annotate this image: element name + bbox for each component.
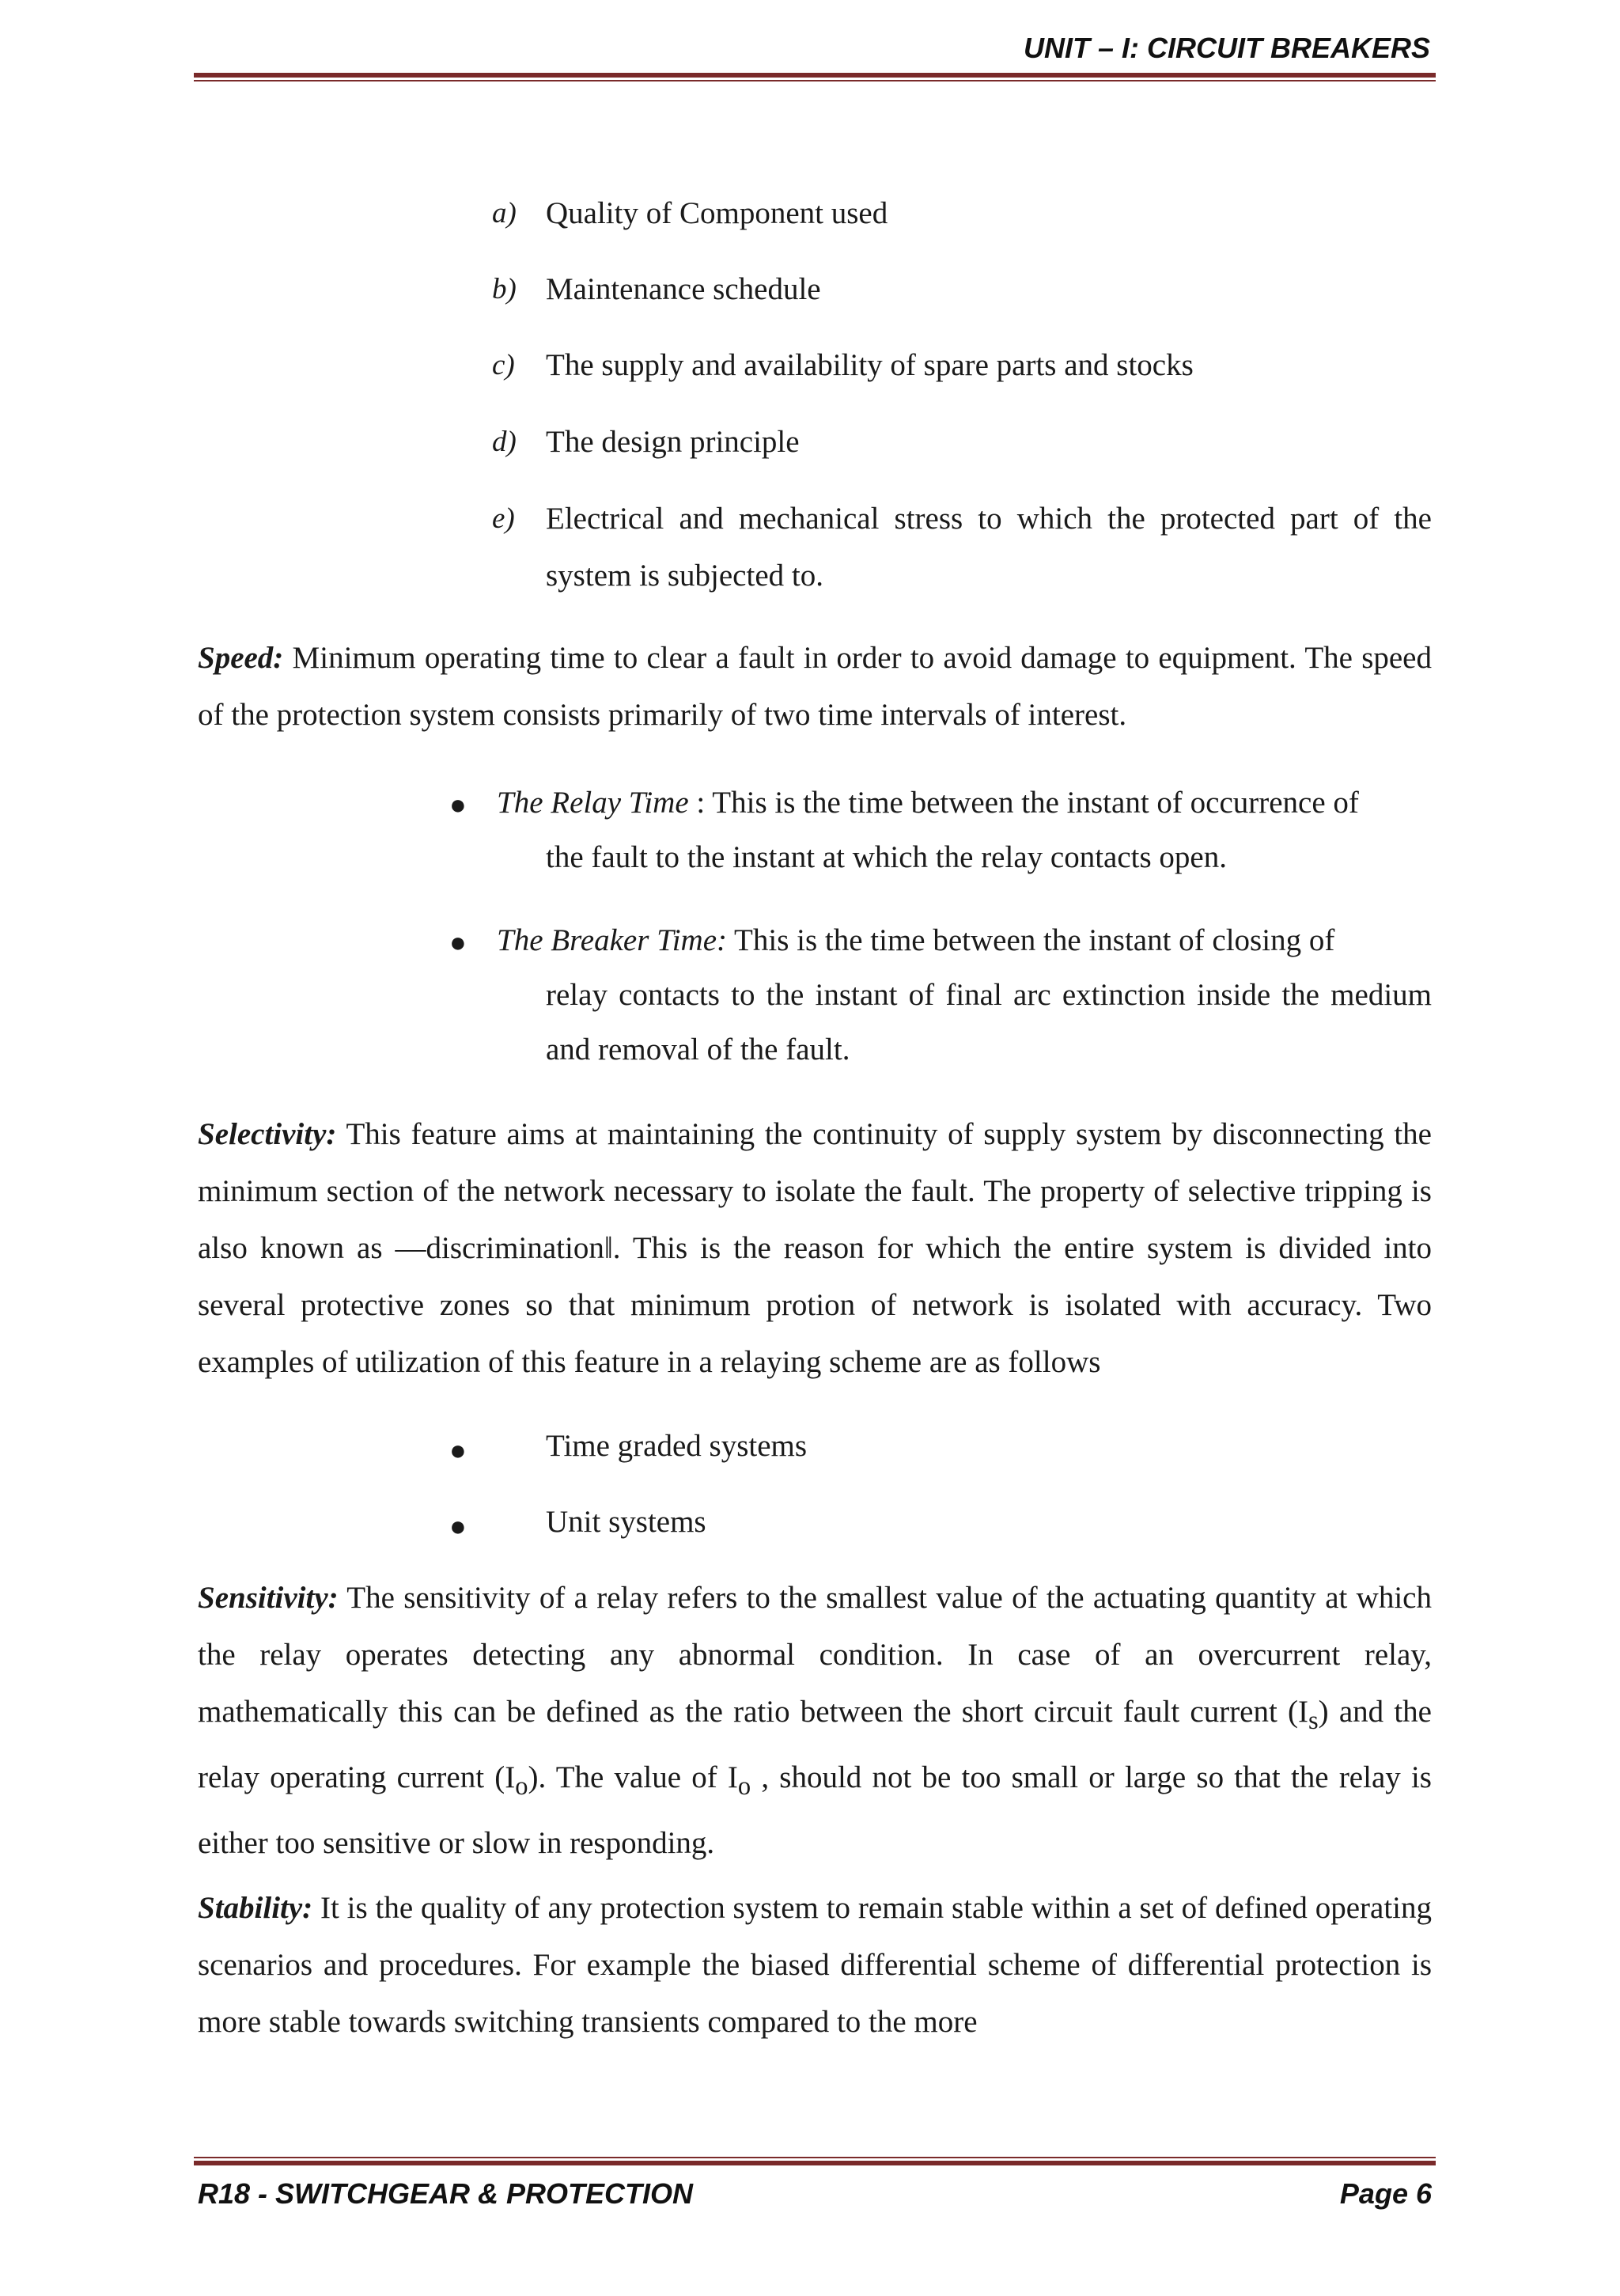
footer-rule [194, 2157, 1436, 2165]
bullet-unit-systems: Unit systems [546, 1505, 706, 1539]
speed-paragraph [198, 630, 1432, 744]
bullet-icon: ● [449, 789, 467, 820]
selectivity-text: This feature aims at maintaining the continuity of supply system by disconnecting the minimum section of the network necessary to isolate the fault. The property of selective tripping is also known as ―discrimination‖. This is the reason for which the entire system is divided into several protective zones so that minimum protion of network is isolated with accuracy. Two examples of utilization of this feature in a relaying scheme are as follows [198, 1117, 1432, 1379]
list-item: Maintenance schedule [546, 272, 821, 306]
header-title: UNIT – I: CIRCUIT BREAKERS [1023, 32, 1430, 64]
bullet-icon: ● [449, 1510, 467, 1542]
breaker-time-term: The Breaker Time: [497, 923, 727, 957]
list-item: Quality of Component used [546, 196, 888, 230]
list-letter: e) [492, 502, 515, 535]
list-item: The supply and availability of spare parts and stocks [546, 348, 1194, 382]
speed-label: Speed: [198, 641, 284, 675]
list-letter: d) [492, 426, 517, 458]
list-item: The design principle [546, 425, 800, 459]
list-letter: a) [492, 197, 517, 229]
header-rule [194, 73, 1436, 81]
bullet-time-graded: Time graded systems [546, 1429, 808, 1463]
breaker-time-item: The Breaker Time: This is the time between the instant of closing of relay contacts to the instant of final arc extinction inside the medium and removal of the fault. [497, 923, 1432, 1067]
stability-paragraph [198, 1880, 1432, 2051]
sensitivity-paragraph: Sensitivity: The sensitivity of a relay refers to the smallest value of the actuating quantity at which the relay operates detecting any abnormal condition. In case of an overcurrent relay, mathematically this can be defined as the ratio between the short circuit fault current $(I_s)$ and the relay operating current $(I_o)$. The value of $I_o$ , should not be too small or large so that the relay is either too sensitive or slow in responding. [198, 1581, 1432, 1860]
relay-time-item: The Relay Time : This is the time between the instant of occurrence of the fault to the instant at which the relay contacts open. [497, 786, 1359, 874]
list-letter: b) [492, 273, 517, 305]
stability-label: Stability: [198, 1891, 313, 1925]
stability-text: It is the quality of any protection system to remain stable within a set of defined operating scenarios and procedures. For example the biased differential scheme of differential protection is more stable towards switching transients compared to the more [198, 1891, 1432, 2039]
selectivity-label: Selectivity: [198, 1117, 337, 1151]
list-item: Electrical and mechanical stress to which the protected part of the system is subjected to. [546, 502, 1432, 593]
bullet-icon: ● [449, 926, 467, 958]
list-letter: c) [492, 349, 515, 381]
speed-text: Minimum operating time to clear a fault in order to avoid damage to equipment. The speed of the protection system consists primarily of two time intervals of interest. [198, 641, 1432, 732]
relay-time-term: The Relay Time [497, 786, 689, 820]
selectivity-paragraph [198, 1106, 1432, 1391]
sensitivity-label: Sensitivity: [198, 1581, 339, 1615]
footer-course: R18 - SWITCHGEAR & PROTECTION [198, 2177, 694, 2210]
bullet-icon: ● [449, 1434, 467, 1466]
page-number: Page 6 [1339, 2177, 1432, 2210]
